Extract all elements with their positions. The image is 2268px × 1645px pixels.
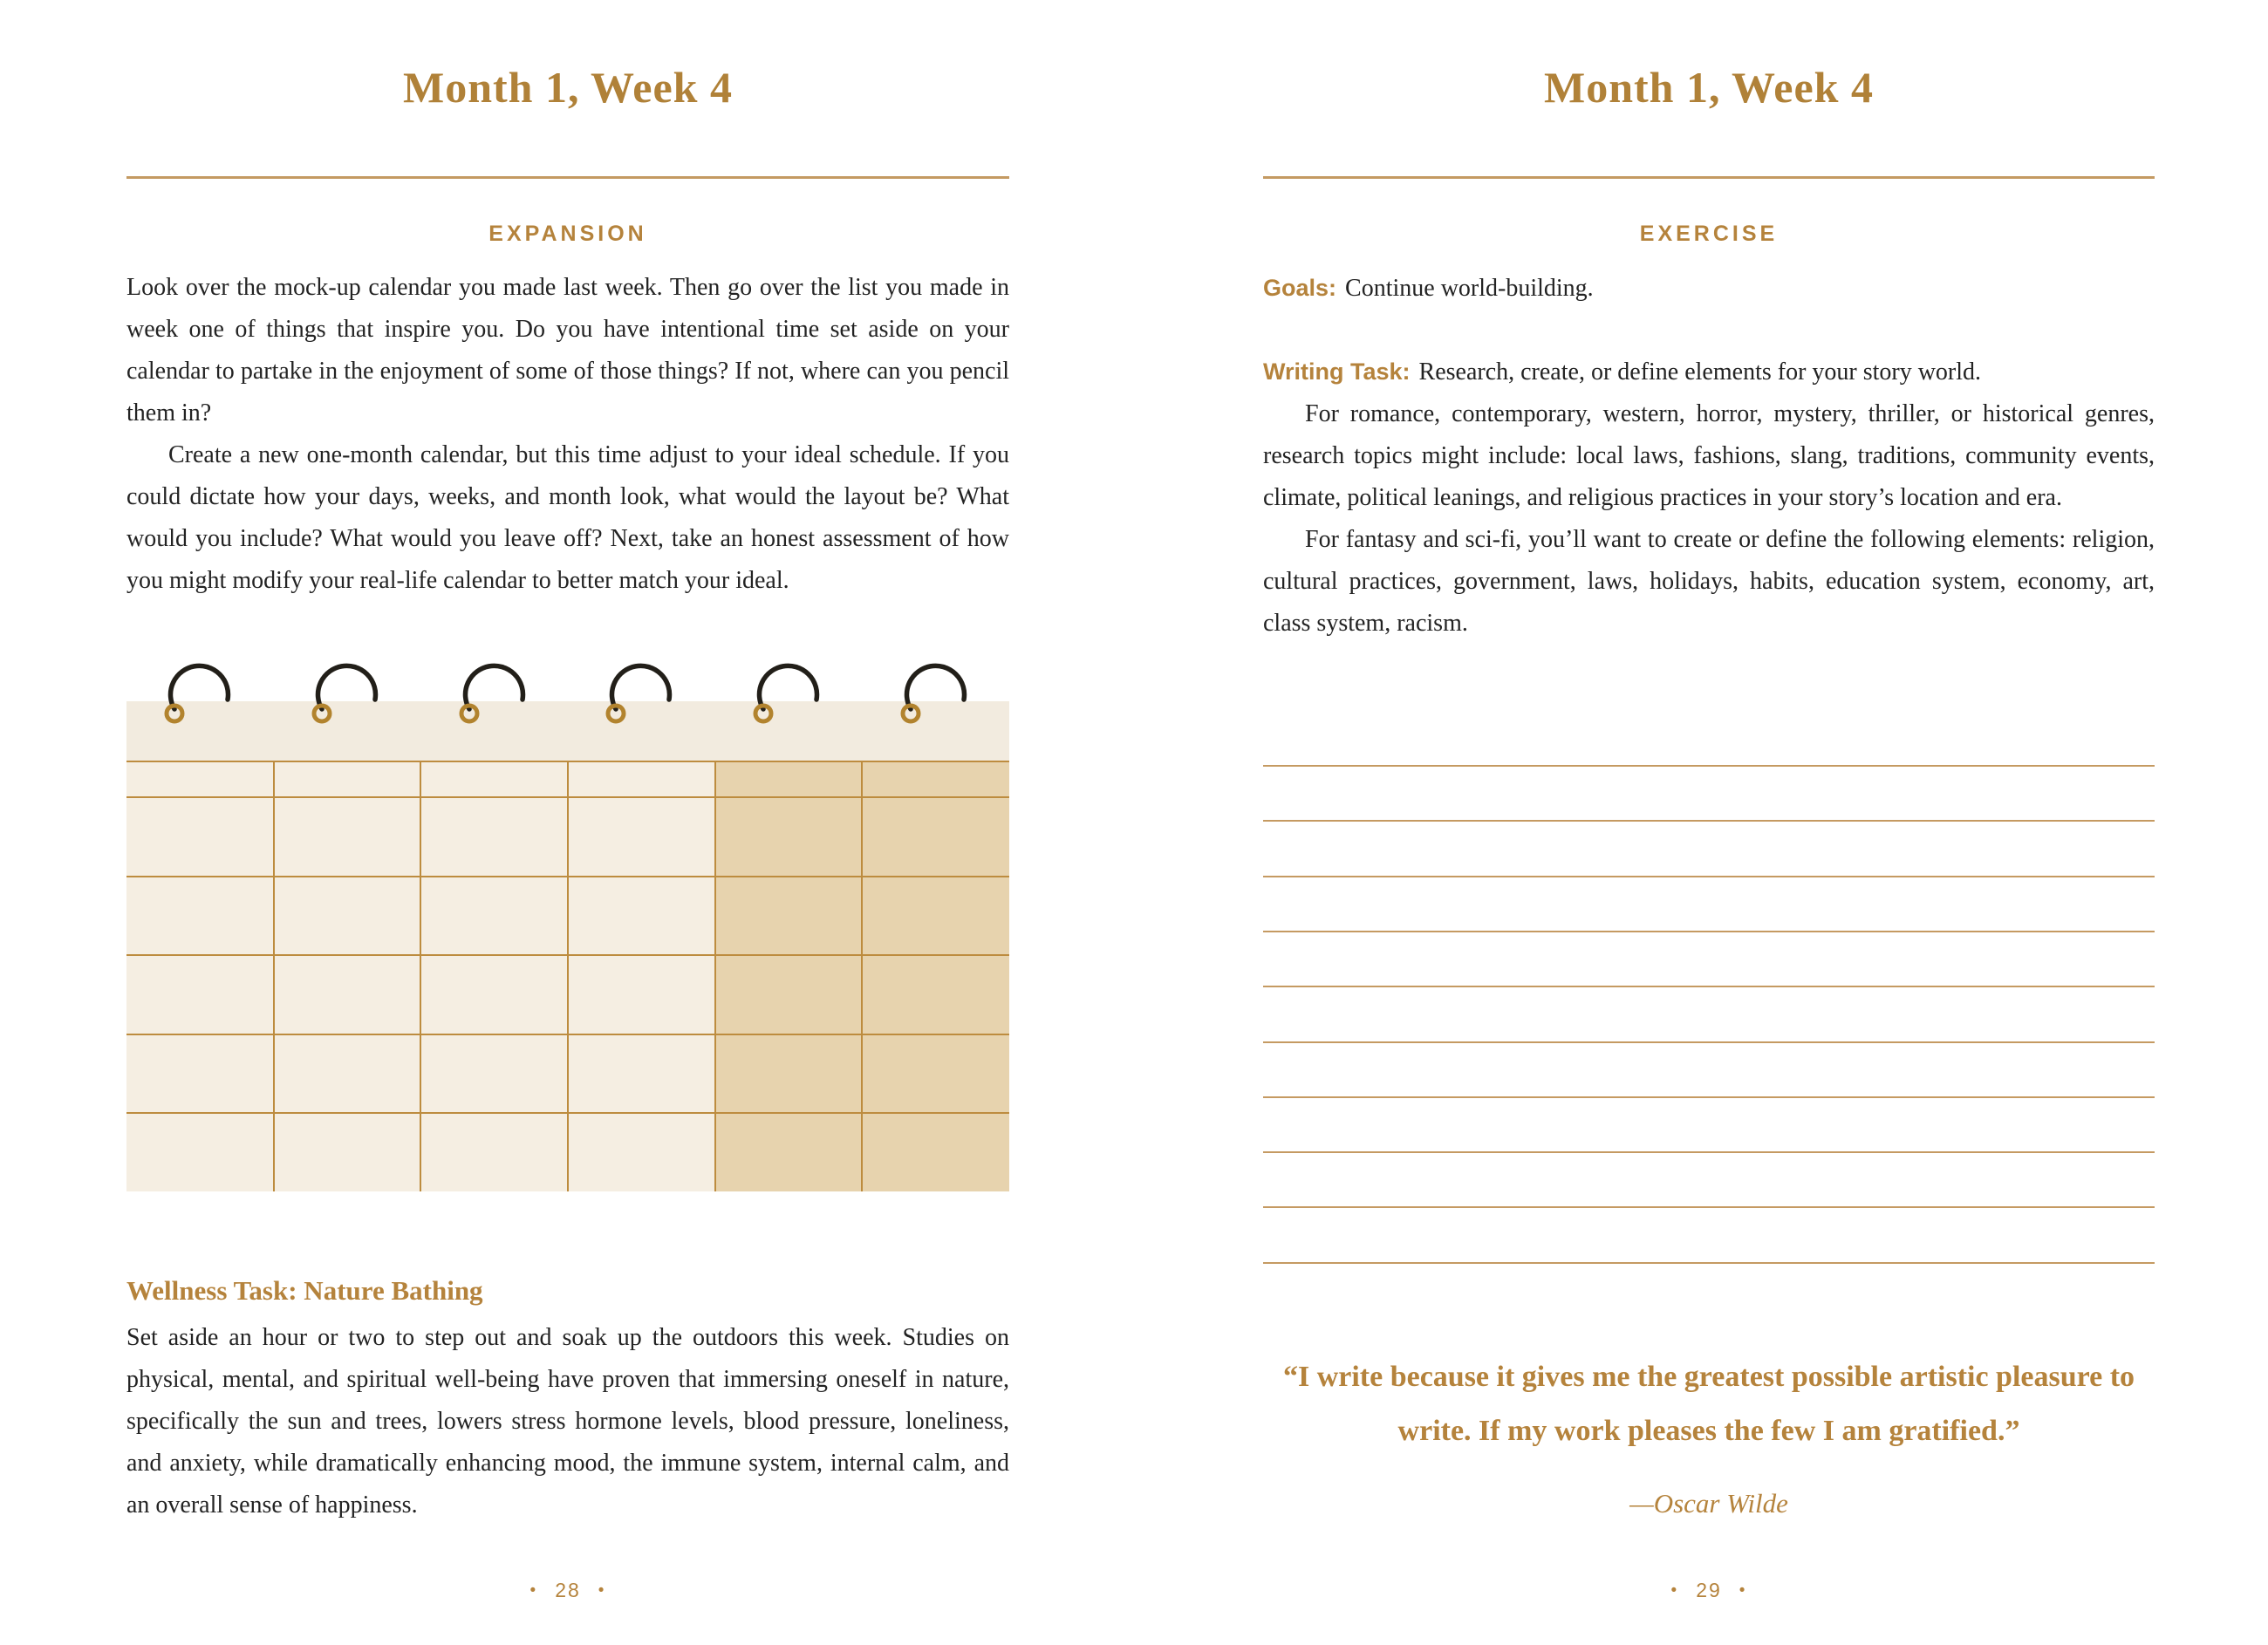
writing-task-label: Writing Task: [1263, 358, 1411, 385]
quote-attribution: —Oscar Wilde [1629, 1488, 1788, 1519]
wellness-task-heading: Wellness Task: Nature Bathing [126, 1275, 483, 1306]
calendar-vline [273, 761, 275, 1191]
spiral-ring-icon [308, 659, 386, 737]
section-heading: EXPANSION [488, 222, 647, 246]
paragraph: Look over the mock-up calendar you made last week. Then go over the list you made in week one of things that inspire you. Do you have intentional time set aside on your calendar to partake in the enjoyment of some of those things? If not, where can you pencil them in? [126, 274, 1009, 427]
calendar-hline [126, 1112, 1009, 1114]
ruled-writing-line[interactable] [1263, 1096, 2155, 1098]
intro-paragraphs [126, 267, 1009, 602]
page-title: Month 1, Week 4 [403, 63, 733, 112]
section-heading: EXERCISE [1639, 222, 1779, 246]
ruled-writing-line[interactable] [1263, 986, 2155, 987]
paragraph: Create a new one-month calendar, but this time adjust to your ideal schedule. If you could dictate how your days, weeks, and month look, what would the layout be? What would you include? What would you leave off? Next, take an honest assessment of how you might modify your real-life calendar to better match your ideal. [126, 441, 1009, 594]
goals-label: Goals: [1263, 275, 1337, 301]
calendar-grid [126, 761, 1009, 1191]
calendar-vline [420, 761, 421, 1191]
spiral-ring-icon [749, 659, 828, 737]
page-number-dot: • [529, 1580, 538, 1600]
calendar-hline [126, 1034, 1009, 1035]
ruled-writing-line[interactable] [1263, 765, 2155, 767]
page-number-value: 28 [555, 1579, 581, 1601]
right-page [1134, 0, 2268, 1645]
title-rule [126, 176, 1009, 179]
paragraph: Set aside an hour or two to step out and soak up the outdoors this week. Studies on physical, mental, and spiritual well-being have proven that immersing oneself in nature, specifically the sun and trees, lowers stress hormone levels, blood pressure, loneliness, and anxiety, while dramatically enhancing mood, the immune system, internal calm, and an overall sense of happiness. [126, 1324, 1009, 1519]
writing-task-text: Research, create, or define elements for your story world. [1418, 358, 1982, 386]
spiral-ring-icon [161, 659, 239, 737]
page-number-dot: • [1670, 1580, 1679, 1600]
spiral-ring-icon [897, 659, 975, 737]
paragraph: For romance, contemporary, western, horror, mystery, thriller, or historical genres, research topics might include: local laws, fashions, slang, traditions, community events, climate, political leanings, and religious practices in your story’s location and era. [1263, 400, 2155, 511]
paragraph [1263, 351, 2155, 393]
page-number-value: 29 [1696, 1579, 1722, 1601]
page-title: Month 1, Week 4 [1544, 63, 1874, 112]
goals-line [1263, 267, 2155, 310]
quote-text: “I write because it gives me the greatest possible artistic pleasure to write. If my work pleases the few I am gratified.” [1282, 1361, 2135, 1447]
spiral-ring-icon [602, 659, 680, 737]
ruled-writing-line[interactable] [1263, 1206, 2155, 1208]
calendar-hline [126, 954, 1009, 956]
page-number-dot: • [598, 1580, 606, 1600]
calendar-vline [714, 761, 716, 1191]
calendar-hline [126, 796, 1009, 798]
calendar-vline [861, 761, 863, 1191]
calendar-illustration [126, 659, 1009, 1191]
calendar-hline [126, 876, 1009, 877]
ruled-writing-line[interactable] [1263, 931, 2155, 932]
title-rule [1263, 176, 2155, 179]
ruled-writing-line[interactable] [1263, 1151, 2155, 1153]
goals-text: Continue world-building. [1345, 275, 1594, 302]
ruled-writing-line[interactable] [1263, 876, 2155, 877]
calendar-hline [126, 761, 1009, 762]
wellness-task-body [126, 1317, 1009, 1526]
paragraph [1263, 267, 2155, 310]
writing-lines [1263, 765, 2155, 1271]
page-number-right [1263, 1579, 2155, 1602]
ruled-writing-line[interactable] [1263, 1041, 2155, 1043]
ruled-writing-line[interactable] [1263, 820, 2155, 822]
page-number-dot: • [1739, 1580, 1747, 1600]
calendar-rings [126, 659, 1009, 754]
paragraph: For fantasy and sci-fi, you’ll want to create or define the following elements: religion, cultural practices, government, laws, holidays, habits, education system, economy, art, class system, racism. [1263, 526, 2155, 637]
writing-task-block [1263, 351, 2155, 645]
page-number-left [126, 1579, 1009, 1602]
spiral-ring-icon [455, 659, 534, 737]
calendar-vline [567, 761, 569, 1191]
ruled-writing-line[interactable] [1263, 1262, 2155, 1264]
